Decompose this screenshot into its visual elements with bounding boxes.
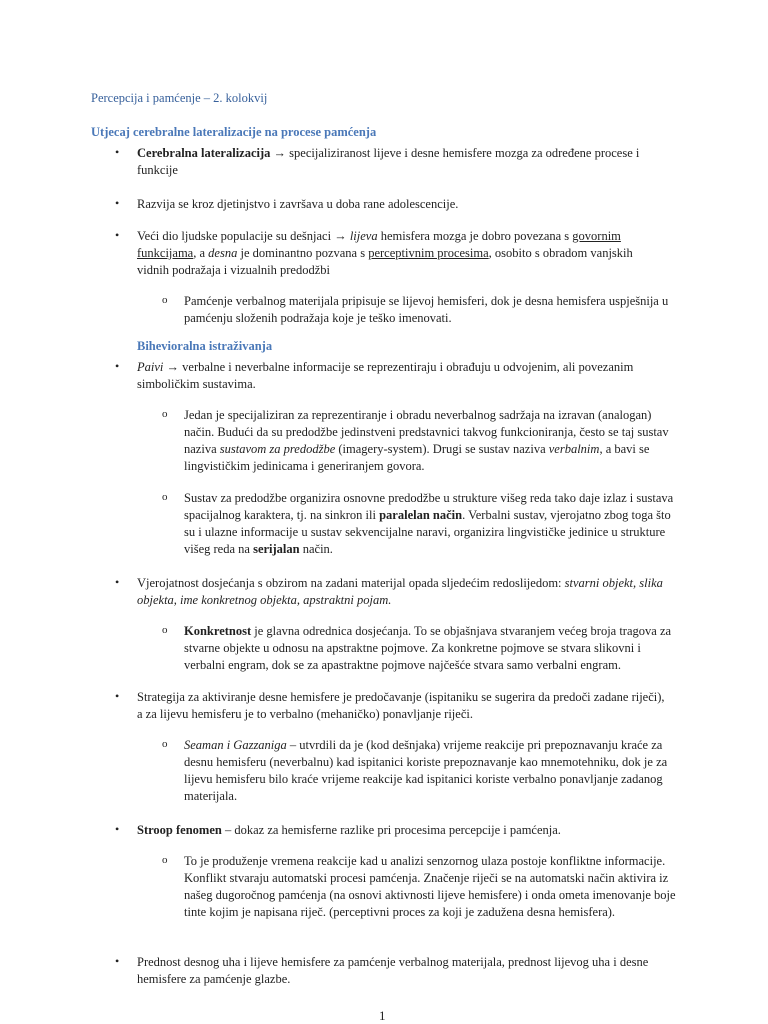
bullet-marker: •	[115, 689, 120, 703]
list-item-text: Strategija za aktiviranje desne hemisfere je predočavanje (ispitaniku se sugerira da predoči zadane riječi), a za lijevu hemisferu je to verbalno (mehaničko) ponavljanje riječi.	[137, 690, 665, 721]
bullet-marker: •	[115, 954, 120, 968]
italic-term: desna	[208, 246, 238, 260]
text-run: Sustav za predodžbe organizira osnovne predodžbe u strukture višeg reda tako daje izlaz i sustava spacijalnog karaktera, tj. na sinkron ili	[184, 491, 674, 522]
term-bold: Konkretnost	[184, 624, 252, 638]
italic-term: Seaman i Gazzaniga	[184, 738, 287, 752]
list-item-strategija	[137, 689, 667, 723]
sub-bullet-marker: o	[162, 854, 168, 866]
term-bold: Cerebralna lateralizacija	[137, 146, 271, 160]
italic-term: verbalnim	[548, 442, 600, 456]
list-item-dešnjaci	[137, 228, 667, 279]
sub-bullet-marker: o	[162, 491, 168, 503]
text-run: – utvrdili da je (kod dešnjaka) vrijeme reakcije pri prepoznavanju kraće za desnu hemisferu (neverbalnu) kad ispitanici koriste prepoznavanje kao mnemotehniku, dok je za lijevu hemisferu bilo kraće vrijeme reakcije kad ispitanici koriste verbalno ponavljanje zadanog materijala.	[184, 738, 668, 803]
text-run: , a	[193, 246, 209, 260]
italic-term: Paivi	[137, 360, 164, 374]
bullet-marker: •	[115, 196, 120, 210]
list-item-text: Prednost desnog uha i lijeve hemisfere za pamćenje verbalnog materijala, prednost lijevog uha i desne hemisfere za pamćenje glazbe.	[137, 955, 649, 986]
list-item-vjerojatnost-dosjecanja	[137, 575, 667, 609]
list-item-razvoj	[137, 196, 667, 213]
page-number: 1	[379, 1008, 386, 1023]
bullet-marker: •	[115, 822, 120, 836]
underlined-term: govornim funkcijama	[137, 229, 621, 260]
italic-term: stvarni objekt, slika objekta, ime konkretnog objekta, apstraktni pojam.	[137, 576, 663, 607]
list-item-paivi	[137, 359, 667, 393]
arrow-icon: →	[334, 229, 347, 243]
bullet-marker: •	[115, 575, 120, 589]
text-run: Vjerojatnost dosjećanja s obzirom na zadani materijal opada sljedećim redoslijedom:	[137, 576, 565, 590]
text-run: (imagery-system). Drugi se sustav naziva	[335, 442, 549, 456]
bullet-marker: •	[115, 359, 120, 373]
text-run: je glavna odrednica dosjećanja. To se objašnjava stvaranjem većeg broja tragova za stvarne objekte u odnosu na apstraktne pojmove. Za konkretne pojmove se stvara slikovni i verbalni engram, dok se za apastraktne pojmove najčešće stvara samo verbalni engram.	[184, 624, 672, 672]
sub-item-konkretnost	[184, 623, 684, 674]
underlined-term: perceptivnim procesima	[368, 246, 489, 260]
list-item-text: verbalne i neverbalne informacije se reprezentiraju i obrađuju u odvojenim, ali povezanim simboličkim sustavima.	[137, 360, 634, 391]
sub-bullet-marker: o	[162, 738, 168, 750]
document-title: Percepcija i pamćenje – 2. kolokvij	[91, 91, 268, 105]
text-run: – dokaz za hemisferne razlike pri procesima percepcije i pamćenja.	[221, 823, 561, 837]
text-run: , a bavi se lingvističkim jedinicama i generiranjem govora.	[184, 442, 650, 473]
italic-term: lijeva	[349, 229, 378, 243]
sub-bullet-marker: o	[162, 408, 168, 420]
arrow-icon: →	[166, 360, 180, 374]
term-bold: Stroop fenomen	[137, 823, 222, 837]
text-run: , osobito s obradom vanjskih vidnih podražaja i vizualnih predodžbi	[137, 246, 633, 277]
text-run: način.	[299, 542, 333, 556]
term-bold: serijalan	[253, 542, 300, 556]
sub-item-seaman-gazzaniga	[184, 737, 684, 805]
list-item-prednost-uha	[137, 954, 667, 988]
list-item-text: specijaliziranost lijeve i desne hemisfere mozga za određene procese i funkcije	[137, 146, 640, 177]
text-run: Jedan je specijaliziran za reprezentiranje i obradu neverbalnog sadržaja na izravan (analogan) način. Budući da su predodžbe jedinstveni predstavnici takvog funkcioniranja, često se taj sustav naziva	[184, 408, 669, 456]
bullet-marker: •	[115, 145, 120, 159]
text-run: Veći dio ljudske populacije su dešnjaci	[137, 229, 335, 243]
subsection-heading: Bihevioralna istraživanja	[137, 339, 273, 353]
arrow-icon: →	[273, 146, 287, 160]
text-run: je dominantno pozvana s	[237, 246, 369, 260]
text-run: . Verbalni sustav, vjerojatno zbog toga što su i ulazne informacije u sustav sekvencijalne naravi, organizira lingvističke jedinice u strukture višeg reda na	[184, 508, 671, 556]
list-item-cerebralna-lateralizacija	[137, 145, 667, 179]
sub-bullet-marker: o	[162, 624, 168, 636]
list-item-stroop	[137, 822, 667, 839]
bullet-marker: •	[115, 228, 120, 242]
sub-item-sustav-predodzbe	[184, 407, 684, 475]
section-heading: Utjecaj cerebralne lateralizacije na procese pamćenja	[91, 125, 377, 139]
sub-bullet-marker: o	[162, 294, 168, 306]
term-bold: paralelan način	[379, 508, 463, 522]
list-item-text: To je produženje vremena reakcije kad u analizi senzornog ulaza postoje konfliktne informacije. Konflikt stvaraju automatski procesi pamćenja. Značenje riječi se na automatski način aktivira iz našeg dugoročnog pamćenja (na osnovi aktivnosti lijeve hemisfere) i onda ometa imenovanje boje tinte kojim je napisana riječ. (perceptivni proces za koji je zadužena desna hemisfera).	[184, 854, 676, 919]
sub-item-stroop-objasnjenje	[184, 853, 684, 921]
list-item-text: Razvija se kroz djetinjstvo i završava u doba rane adolescencije.	[137, 197, 459, 211]
sub-item-paralelan-serijalan	[184, 490, 684, 558]
list-item-text: Pamćenje verbalnog materijala pripisuje se lijevoj hemisferi, dok je desna hemisfera uspješnija u pamćenju složenih podražaja koje je teško imenovati.	[184, 294, 669, 325]
italic-term: sustavom za predodžbe	[219, 442, 336, 456]
text-run: hemisfera mozga je dobro povezana s	[377, 229, 573, 243]
sub-item-verbalni-materijal	[184, 293, 684, 327]
